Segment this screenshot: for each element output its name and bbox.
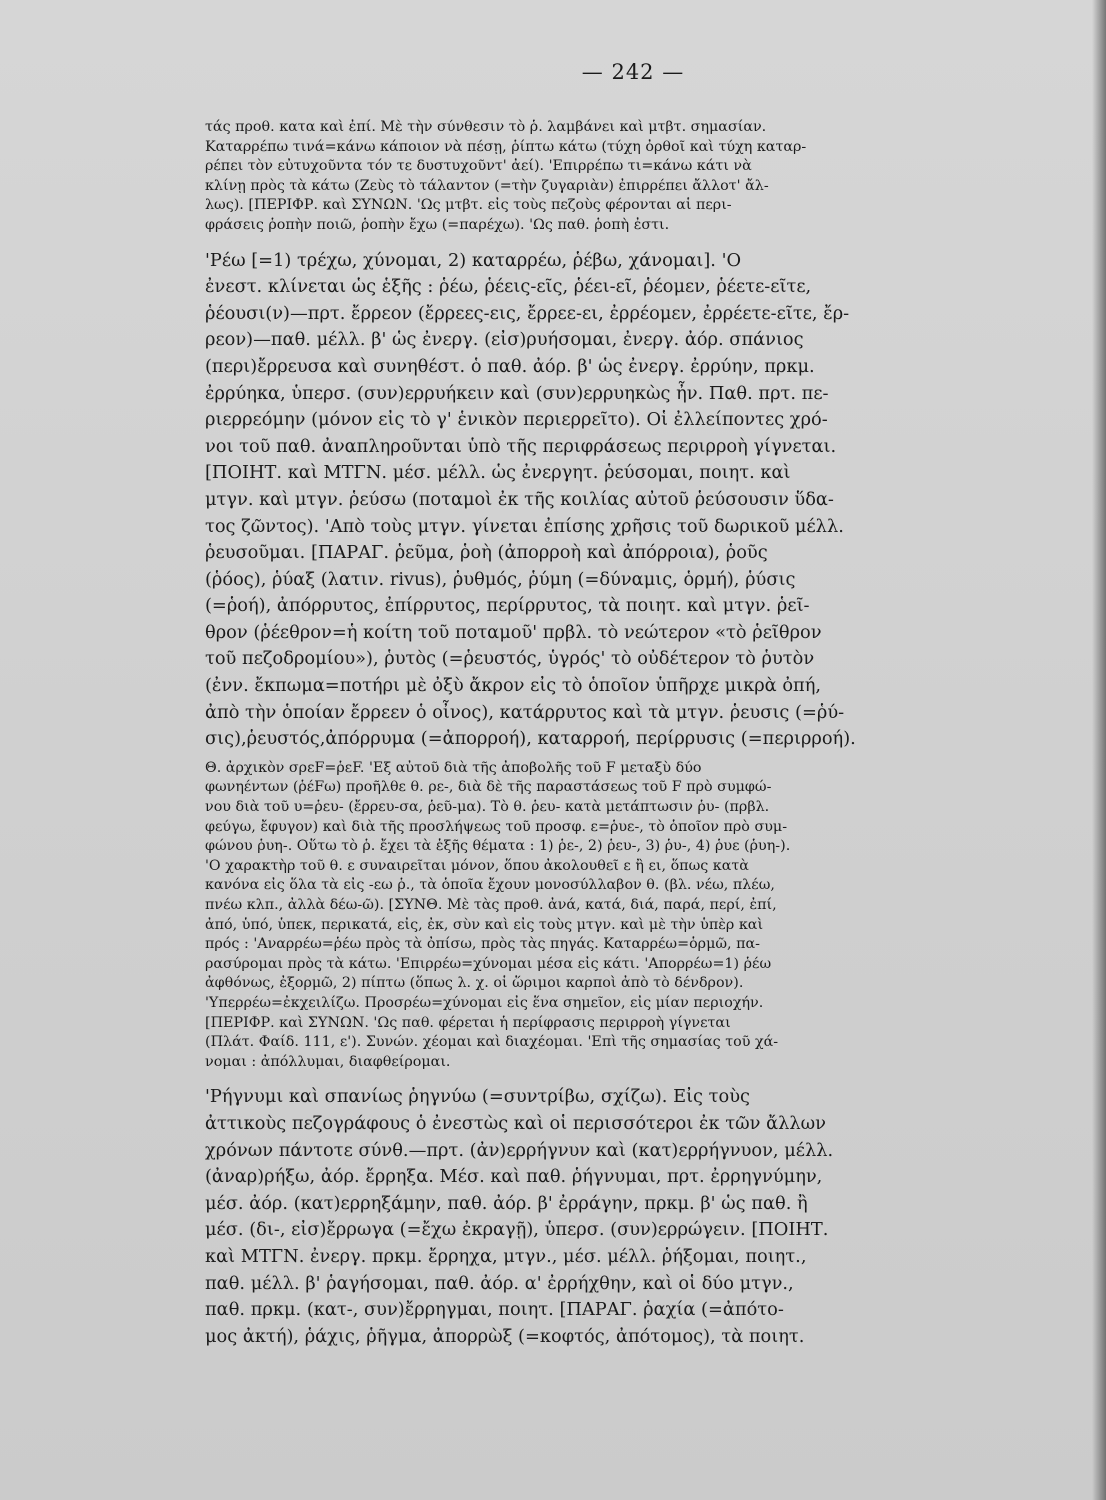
text-line: τος ζῶντος). 'Απὸ τοὺς μτγν. γίνεται ἐπίσης χρῆσις τοῦ δωρικοῦ μέλλ.	[205, 515, 844, 537]
text-line: [ΠΟΙΗΤ. καὶ ΜΤΓΝ. μέσ. μέλλ. ὡς ἐνεργητ. ῥεύσομαι, ποιητ. καὶ	[205, 462, 791, 484]
text-line: (ῥόος), ῥύαξ (λατιν. rivus), ῥυθμός, ῥύμη (=δύναμις, ὁρμή), ῥύσις	[205, 568, 796, 590]
text-line: παθ. μέλλ. β' ῥαγήσομαι, παθ. ἀόρ. α' ἐρρήχθην, καὶ οἱ δύο μτγν.,	[205, 1272, 794, 1294]
text-line: νου διὰ τοῦ υ=ῥευ- (ἔρρευ-σα, ῥεῦ-μα). Τὸ θ. ῥευ- κατὰ μετάπτωσιν ῥυ- (πρβλ.	[205, 799, 770, 816]
binding-shadow	[1092, 0, 1106, 1500]
text-line: σις),ῥευστός,ἀπόρρυμα (=ἀπορροή), καταρροή, περίρρυσις (=περιρροή).	[205, 728, 856, 750]
text-line: φωνηέντων (ῥέFω) προῆλθε θ. ρε-, διὰ δὲ τῆς παραστάσεως τοῦ F πρὸ συμφώ-	[205, 779, 772, 796]
text-line: καὶ ΜΤΓΝ. ἐνεργ. πρκμ. ἔρρηχα, μτγν., μέσ. μέλλ. ῥήξομαι, ποιητ.,	[205, 1245, 807, 1267]
text-line: Θ. ἀρχικὸν σρεF=ῥεF. 'Εξ αὐτοῦ διὰ τῆς ἀποβολῆς τοῦ F μεταξὺ δύο	[205, 759, 702, 776]
text-line: κλίνῃ πρὸς τὰ κάτω (Ζεὺς τὸ τάλαντον (=τὴν ζυγαριὰν) ἐπιρρέπει ἄλλοτ' ἄλ-	[205, 177, 769, 194]
text-line: ἀφθόνως, ἐξορμῶ, 2) πίπτω (ὅπως λ. χ. οἱ ὥριμοι καρποὶ ἀπὸ τὸ δένδρον).	[205, 975, 744, 992]
text-line: 'Υπερρέω=ἐκχειλίζω. Προσρέω=χύνομαι εἰς ἕνα σημεῖον, εἰς μίαν περιοχήν.	[205, 994, 764, 1011]
text-line: μέσ. ἀόρ. (κατ)ερρηξάμην, παθ. ἀόρ. β' ἐρράγην, πρκμ. β' ὡς παθ. ἢ	[205, 1192, 808, 1214]
text-line: ἀττικοὺς πεζογράφους ὁ ἐνεστὼς καὶ οἱ περισσότεροι ἐκ τῶν ἄλλων	[205, 1112, 826, 1134]
text-line: ἐνεστ. κλίνεται ὡς ἑξῆς : ῥέω, ῥέεις-εῖς, ῥέει-εῖ, ῥέομεν, ῥέετε-εῖτε,	[205, 276, 812, 298]
page-number: — 242 —	[581, 60, 685, 84]
text-line: (ἐνν. ἔκπωμα=ποτήρι μὲ ὀξὺ ἄκρον εἰς τὸ ὁποῖον ὑπῆρχε μικρὰ ὀπή,	[205, 675, 822, 697]
text-line: (ἀναρ)ρήξω, ἀόρ. ἔρρηξα. Μέσ. καὶ παθ. ῥήγνυμαι, πρτ. ἐρρηγνύμην,	[205, 1166, 823, 1188]
text-line: φώνου ῥυη-. Οὕτω τὸ ῥ. ἔχει τὰ ἑξῆς θέματα : 1) ῥε-, 2) ῥευ-, 3) ῥυ-, 4) ῥυε (ῥυη-).	[205, 838, 791, 855]
intro-paragraph	[205, 118, 1063, 236]
text-line: ἐρρύηκα, ὑπερσ. (συν)ερρυήκειν καὶ (συν)ερρυηκὼς ἦν. Παθ. πρτ. πε-	[205, 382, 829, 404]
text-line: κανόνα εἰς ὅλα τὰ εἰς -εω ῥ., τὰ ὁποῖα ἔχουν μονοσύλλαβον θ. (βλ. νέω, πλέω,	[205, 877, 775, 894]
text-line: ριερρεόμην (μόνον εἰς τὸ γ' ἑνικὸν περιερρεῖτο). Οἱ ἐλλείποντες χρό-	[205, 409, 828, 431]
text-line: μος ἀκτή), ῥάχις, ῥῆγμα, ἀπορρὼξ (=κοφτός, ἀπότομος), τὰ ποιητ.	[205, 1325, 805, 1347]
text-line: ρασύρομαι πρὸς τὰ κάτω. 'Επιρρέω=χύνομαι μέσα εἰς κάτι. 'Απορρέω=1) ῥέω	[205, 955, 772, 972]
text-line: 'Ο χαρακτὴρ τοῦ θ. ε συναιρεῖται μόνον, ὅπου ἀκολουθεῖ ε ἢ ει, ὅπως κατὰ	[205, 857, 749, 874]
text-line: 'Ρέω [=1) τρέχω, χύνομαι, 2) καταρρέω, ῥέβω, χάνομαι]. 'Ο	[205, 249, 742, 271]
text-line: νοι τοῦ παθ. ἀναπληροῦνται ὑπὸ τῆς περιφράσεως περιρροὴ γίγνεται.	[205, 435, 837, 457]
text-line: μέσ. (δι-, εἰσ)ἔρρωγα (=ἔχω ἐκραγῇ), ὑπερσ. (συν)ερρώγειν. [ΠΟΙΗΤ.	[205, 1219, 829, 1241]
text-line: τάς προθ. κατα καὶ ἐπί. Μὲ τὴν σύνθεσιν τὸ ῥ. λαμβάνει καὶ μτβτ. σημασίαν.	[205, 119, 767, 135]
text-line: πρός : 'Αναρρέω=ῥέω πρὸς τὰ ὀπίσω, πρὸς τὰς πηγάς. Καταρρέω=ὁρμῶ, πα-	[205, 936, 760, 953]
theme-paragraph	[205, 759, 1063, 1073]
text-line: θρον (ῥέεθρον=ἡ κοίτη τοῦ ποταμοῦ' πρβλ. τὸ νεώτερον «τὸ ῥεῖθρον	[205, 621, 822, 643]
text-line: Καταρρέπω τινά=κάνω κάποιον νὰ πέσῃ, ῥίπτω κάτω (τύχη ὀρθοῖ καὶ τύχη καταρ-	[205, 138, 807, 155]
entry-reo	[205, 248, 1063, 753]
text-line: ρέπει τὸν εὐτυχοῦντα τόν τε δυστυχοῦντ' ἀεί). 'Επιρρέπω τι=κάνω κάτι νὰ	[205, 158, 752, 175]
text-line: πνέω κλπ., ἀλλὰ δέω-ῶ). [ΣΥΝΘ. Μὲ τὰς προθ. ἀνά, κατά, διά, παρά, περί, ἐπί,	[205, 897, 777, 913]
text-line: ρεον)—παθ. μέλλ. β' ὡς ἐνεργ. (εἰσ)ρυήσομαι, ἐνεργ. ἀόρ. σπάνιος	[205, 329, 804, 351]
text-line: ῥέουσι(ν)—πρτ. ἔρρεον (ἔρρεες-εις, ἔρρεε-ει, ἐρρέομεν, ἐρρέετε-εῖτε, ἔρ-	[205, 302, 850, 324]
text-line: (=ῥοή), ἀπόρρυτος, ἐπίρρυτος, περίρρυτος, τὰ ποιητ. καὶ μτγν. ῥεῖ-	[205, 595, 810, 617]
text-line: παθ. πρκμ. (κατ-, συν)ἔρρηγμαι, ποιητ. [ΠΑΡΑΓ. ῥαχία (=ἀπότο-	[205, 1299, 784, 1321]
text-line: (περι)ἔρρευσα καὶ συνηθέστ. ὁ παθ. ἀόρ. β' ὡς ἐνεργ. ἐρρύην, πρκμ.	[205, 355, 815, 377]
text-line: ῥευσοῦμαι. [ΠΑΡΑΓ. ῥεῦμα, ῥοὴ (ἀπορροὴ καὶ ἀπόρροια), ῥοῦς	[205, 542, 768, 564]
text-line: [ΠΕΡΙΦΡ. καὶ ΣΥΝΩΝ. 'Ως παθ. φέρεται ἡ περίφρασις περιρροὴ γίγνεται	[205, 1014, 731, 1031]
text-line: λως). [ΠΕΡΙΦΡ. καὶ ΣΥΝΩΝ. 'Ως μτβτ. εἰς τοὺς πεζοὺς φέρονται αἱ περι-	[205, 197, 732, 214]
text-line: χρόνων πάντοτε σύνθ.—πρτ. (ἀν)ερρήγνυν καὶ (κατ)ερρήγνυον, μέλλ.	[205, 1139, 834, 1161]
entry-rhegnumi	[205, 1084, 1063, 1350]
text-line: 'Ρήγνυμι καὶ σπανίως ῥηγνύω (=συντρίβω, σχίζω). Εἰς τοὺς	[205, 1086, 750, 1108]
text-line: ἀπό, ὑπό, ὑπεκ, περικατά, εἰς, ἐκ, σὺν καὶ εἰς τοὺς μτγν. καὶ μὲ τὴν ὑπὲρ καὶ	[205, 916, 764, 933]
text-line: (Πλάτ. Φαίδ. 111, ε'). Συνών. χέομαι καὶ διαχέομαι. 'Επὶ τῆς σημασίας τοῦ χά-	[205, 1034, 779, 1051]
text-line: μτγν. καὶ μτγν. ῥεύσω (ποταμοὶ ἐκ τῆς κοιλίας αὐτοῦ ῥεύσουσιν ὕδα-	[205, 488, 834, 510]
text-line: φεύγω, ἔφυγον) καὶ διὰ τῆς προσλήψεως τοῦ προσφ. ε=ῥυε-, τὸ ὁποῖον πρὸ συμ-	[205, 818, 788, 835]
text-column	[205, 118, 1063, 1350]
text-line: φράσεις ῥοπὴν ποιῶ, ῥοπὴν ἔχω (=παρέχω). 'Ως παθ. ῥοπὴ ἐστι.	[205, 216, 670, 233]
text-line: νομαι : ἀπόλλυμαι, διαφθείρομαι.	[205, 1053, 451, 1070]
text-line: τοῦ πεζοδρομίου»), ῥυτὸς (=ῥευστός, ὑγρός' τὸ οὐδέτερον τὸ ῥυτὸν	[205, 648, 815, 670]
text-line: ἀπὸ τὴν ὁποίαν ἔρρεεν ὁ οἶνος), κατάρρυτος καὶ τὰ μτγν. ῥευσις (=ῥύ-	[205, 701, 845, 723]
